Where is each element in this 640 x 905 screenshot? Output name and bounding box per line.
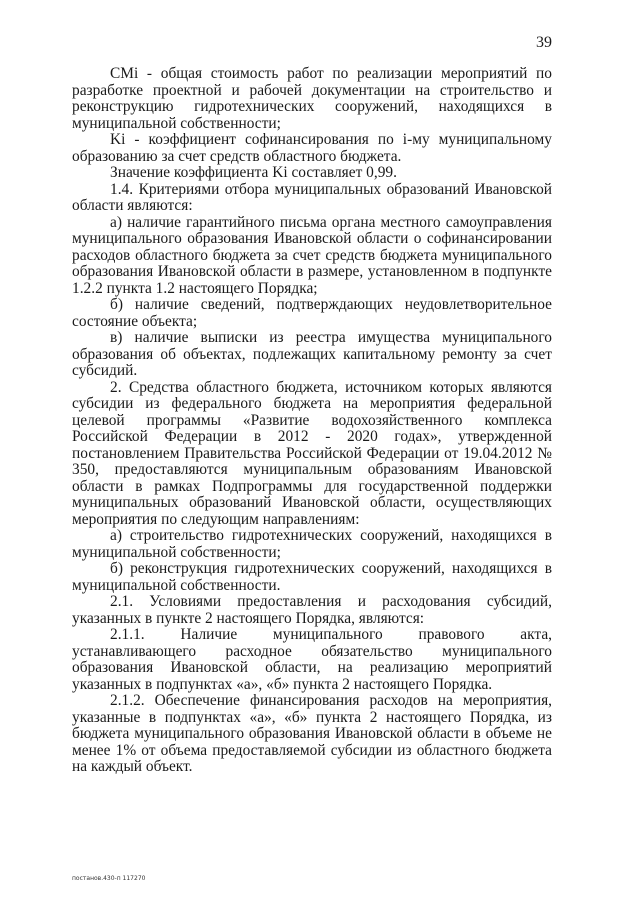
footer-code: постанов.430-п 117270 [72,875,146,882]
paragraph: в) наличие выписки из реестра имущества муниципального образования об объектах, подлежащих капитальному ремонту за счет субсидий. [72,329,552,379]
paragraph: б) реконструкция гидротехнических сооружений, находящихся в муниципальной собственности. [72,560,552,594]
page-number: 39 [536,34,552,51]
paragraph: 2.1.2. Обеспечение финансирования расходов на мероприятия, указанные в подпунктах «а», «б» пункта 2 настоящего Порядка, из бюджета муниципального образования Ивановской области в объеме не менее 1% от объема предоставляемой субсидии из областного бюджета на каждый объект. [72,692,552,775]
paragraph: Ki - коэффициент софинансирования по i-му муниципальному образованию за счет средств областного бюджета. [72,131,552,165]
paragraph: 1.4. Критериями отбора муниципальных образований Ивановской области являются: [72,180,552,214]
paragraph: Значение коэффициента Ki составляет 0,99. [110,164,397,181]
paragraph: 2.1.1. Наличие муниципального правового акта, устанавливающего расходное обязательство муниципального образования Ивановской области, на реализацию мероприятий указанных в подпунктах «а», «б» пункта 2 настоящего Порядка. [72,626,552,693]
paragraph: CMi - общая стоимость работ по реализации мероприятий по разработке проектной и рабочей документации на строительство и реконструкцию гидротехнических сооружений, находящихся в муниципальной собственности; [72,65,552,132]
paragraph: б) наличие сведений, подтверждающих неудовлетворительное состояние объекта; [72,296,552,330]
paragraph: 2. Средства областного бюджета, источником которых являются субсидии из федерального бюджета на мероприятия федеральной целевой программы «Развитие водохозяйственного комплекса Российской Федерации в 2012 - 2020 годах», утвержденной постановлением Правительства Российской Федерации от 19.04.2012 № 350, предоставляются муниципальным образованиям Ивановской области в рамках Подпрограммы для государственной поддержки муниципальных образований Ивановской области, осуществляющих мероприятия по следующим направлениям: [72,378,552,528]
paragraph: а) строительство гидротехнических сооружений, находящихся в муниципальной собственности; [72,527,552,561]
document-body [72,66,552,776]
paragraph: 2.1. Условиями предоставления и расходования субсидий, указанных в пункте 2 настоящего Порядка, являются: [72,593,552,627]
paragraph: а) наличие гарантийного письма органа местного самоуправления муниципального образования Ивановской области о софинансировании расходов областного бюджета за счет средств бюджета муниципального образования Ивановской области в размере, установленном в подпункте 1.2.2 пункта 1.2 настоящего Порядка; [72,213,552,297]
